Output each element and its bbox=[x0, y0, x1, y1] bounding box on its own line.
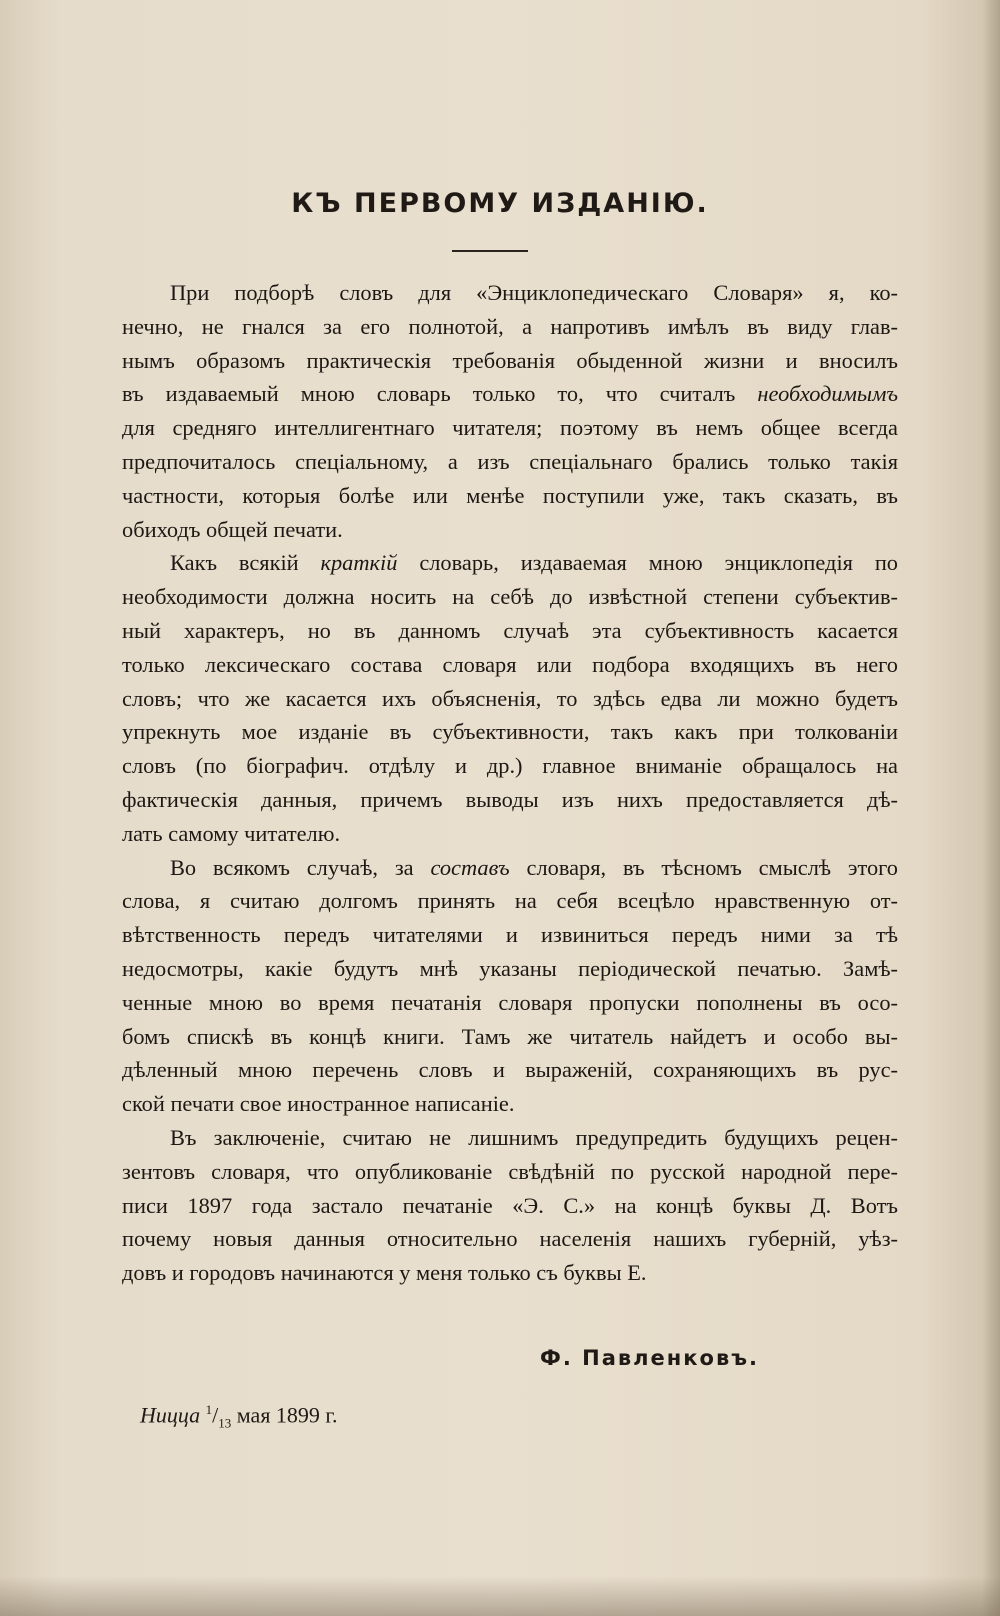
page-heading: КЪ ПЕРВОМУ ИЗДАНІЮ. bbox=[291, 188, 709, 219]
text-line: обиходъ общей печати. bbox=[122, 516, 343, 542]
text-line: довъ и городовъ начинаются у меня только съ буквы Е. bbox=[122, 1260, 647, 1286]
text-segment: въ издаваемый мною словарь только то, что считалъ bbox=[122, 381, 736, 407]
text-segment: Какъ всякій bbox=[170, 550, 299, 576]
text-line: только лексическаго состава словаря или подбора входящихъ въ него bbox=[122, 651, 898, 677]
text-line: предпочиталось спеціальному, а изъ спеціальнаго брались только такія bbox=[122, 448, 898, 474]
text-line bbox=[74, 377, 898, 411]
text-line: нечно, не гнался за его полнотой, а напротивъ имѣлъ въ виду глав- bbox=[122, 313, 898, 339]
page-edge-shadow bbox=[982, 0, 1000, 1616]
text-line: ченные мною во время печатанія словаря пропуски пополнены въ осо- bbox=[122, 989, 898, 1015]
author-signature: Ф. Павленковъ. bbox=[540, 1346, 760, 1370]
text-line: Въ заключеніе, считаю не лишнимъ предупредить будущихъ рецен- bbox=[170, 1124, 898, 1150]
text-line: частности, которыя болѣе или менѣе поступили уже, такъ сказать, въ bbox=[122, 482, 898, 508]
text-segment: Во всякомъ случаѣ, за bbox=[170, 854, 414, 880]
text-line: При подборѣ словъ для «Энциклопедическаго Словаря» я, ко- bbox=[170, 280, 898, 305]
paragraph-2 bbox=[74, 546, 898, 850]
italic-word: составъ bbox=[430, 854, 510, 880]
text-line: словъ; что же касается ихъ объясненія, то здѣсь едва ли можно будетъ bbox=[122, 685, 898, 711]
text-line: дѣленный мною перечень словъ и выраженій, сохраняющихъ въ рус- bbox=[122, 1057, 898, 1083]
body-text bbox=[74, 276, 898, 1290]
text-line: лать самому читателю. bbox=[122, 820, 341, 846]
paragraph-3 bbox=[74, 851, 898, 1121]
paragraph-1 bbox=[74, 276, 898, 546]
heading-rule bbox=[452, 250, 528, 252]
text-line: зентовъ словаря, что опубликованіе свѣдѣній по русской народной пере- bbox=[122, 1158, 898, 1184]
date-place: Ницца bbox=[140, 1402, 201, 1428]
text-line: нымъ образомъ практическія требованія обыденной жизни и вносилъ bbox=[122, 347, 898, 373]
text-line: для средняго интеллигентнаго читателя; поэтому въ немъ общее всегда bbox=[122, 415, 898, 441]
date-day-denominator: 13 bbox=[218, 1415, 232, 1431]
paragraph-4 bbox=[74, 1121, 898, 1290]
italic-word: необходимымъ bbox=[757, 381, 898, 407]
text-line bbox=[74, 851, 898, 885]
text-line: ской печати свое иностранное написаніе. bbox=[122, 1091, 515, 1117]
date-day-numerator: 1 bbox=[205, 1402, 213, 1417]
page-bottom-shadow bbox=[0, 1576, 1000, 1616]
text-line: необходимости должна носить на себѣ до извѣстной степени субъектив- bbox=[122, 584, 898, 610]
text-line: ный характеръ, но въ данномъ случаѣ эта субъективность касается bbox=[122, 617, 898, 643]
text-segment: словарь, издаваемая мною энциклопедія по bbox=[419, 550, 898, 576]
dateline: Ницца $^1/_{13}$ мая 1899 г. bbox=[140, 1402, 338, 1431]
text-line: фактическія данныя, причемъ выводы изъ нихъ предоставляется дѣ- bbox=[122, 786, 898, 812]
italic-word: краткій bbox=[320, 550, 398, 576]
text-line: бомъ спискѣ въ концѣ книги. Тамъ же читатель найдетъ и особо вы- bbox=[122, 1023, 898, 1049]
text-line: почему новыя данныя относительно населенія нашихъ губерній, уѣз- bbox=[122, 1226, 898, 1252]
text-line: упрекнуть мое изданіе въ субъективности, такъ какъ при толкованіи bbox=[122, 719, 898, 745]
text-line bbox=[74, 546, 898, 580]
text-line: недосмотры, какіе будутъ мнѣ указаны періодической печатью. Замѣ- bbox=[122, 955, 898, 981]
text-line: словъ (по біографич. отдѣлу и др.) главное вниманіе обращалось на bbox=[122, 753, 898, 779]
date-rest: мая 1899 г. bbox=[236, 1402, 338, 1428]
text-line: писи 1897 года застало печатаніе «Э. С.» на концѣ буквы Д. Вотъ bbox=[122, 1192, 898, 1218]
text-line: вѣтственность передъ читателями и извиниться передъ ними за тѣ bbox=[122, 922, 898, 948]
text-segment: словаря, въ тѣсномъ смыслѣ этого bbox=[526, 854, 898, 880]
text-line: слова, я считаю долгомъ принять на себя всецѣло нравственную от- bbox=[122, 888, 898, 914]
